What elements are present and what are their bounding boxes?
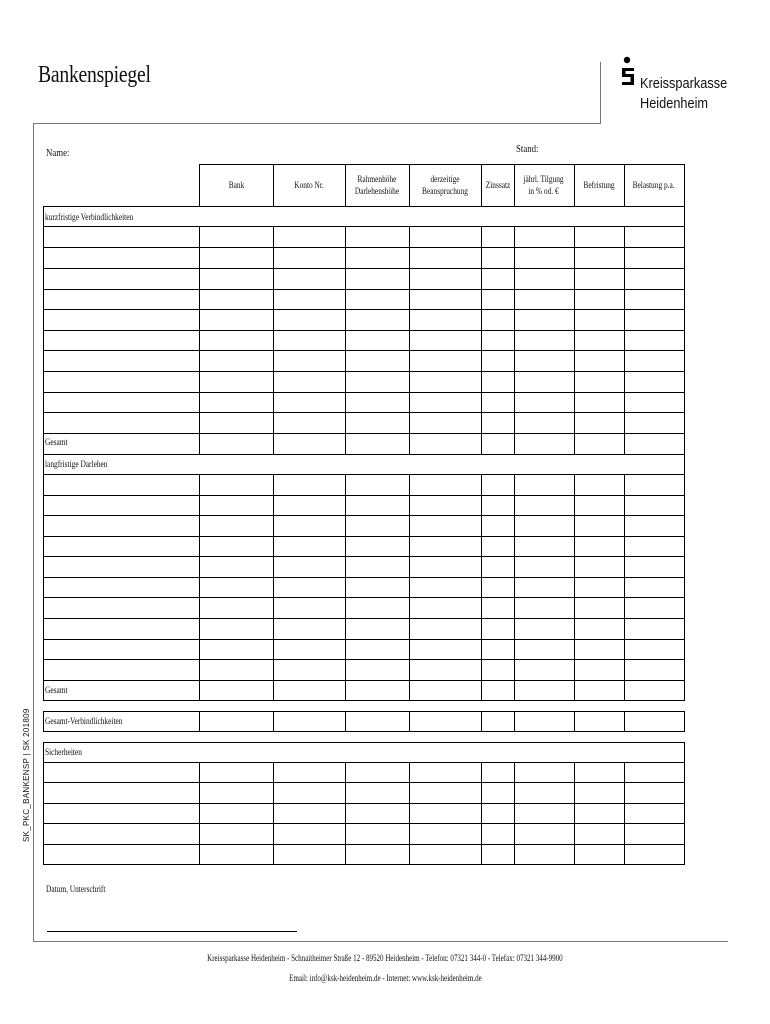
row-rule bbox=[43, 803, 685, 804]
column-header bbox=[574, 164, 624, 206]
cell-column-rule bbox=[624, 711, 625, 732]
row-rule bbox=[43, 577, 685, 578]
table-left-rule bbox=[43, 711, 44, 732]
form-code: SK_PKC_BANKENSP | SK 201809 bbox=[22, 708, 31, 842]
section-long-term: langfristige Darlehen bbox=[45, 459, 108, 469]
cell-column-rule bbox=[514, 226, 515, 455]
cell-column-rule bbox=[199, 474, 200, 701]
section-total-2: Gesamt bbox=[45, 685, 68, 695]
row-rule bbox=[43, 618, 685, 619]
cell-column-rule bbox=[345, 226, 346, 455]
header-column-rule bbox=[273, 164, 274, 207]
cell-column-rule bbox=[514, 762, 515, 865]
column-header bbox=[199, 164, 273, 206]
row-rule bbox=[43, 392, 685, 393]
header-top-rule bbox=[199, 164, 685, 165]
row-rule bbox=[43, 495, 685, 496]
row-rule bbox=[43, 700, 685, 701]
row-rule bbox=[43, 556, 685, 557]
column-header-label: Rahmenhöhe Darlehenshöhe bbox=[354, 174, 400, 196]
footer-address bbox=[0, 953, 770, 963]
cell-column-rule bbox=[409, 711, 410, 732]
cell-column-rule bbox=[481, 762, 482, 865]
name-label: Name: bbox=[46, 147, 70, 159]
cell-column-rule bbox=[574, 762, 575, 865]
cell-column-rule bbox=[574, 226, 575, 455]
cell-column-rule bbox=[345, 762, 346, 865]
column-header-label: Befristung bbox=[583, 180, 615, 190]
row-rule bbox=[43, 823, 685, 824]
table-right-rule bbox=[684, 711, 685, 732]
row-rule bbox=[43, 680, 685, 681]
row-rule bbox=[43, 762, 685, 763]
column-header bbox=[624, 164, 684, 206]
logo-line-1: Kreissparkasse bbox=[640, 75, 728, 92]
column-header-label: jährl. Tilgung in % od. € bbox=[523, 174, 565, 196]
cell-column-rule bbox=[624, 474, 625, 701]
logo-line-2: Heidenheim bbox=[640, 95, 709, 112]
header-column-rule bbox=[684, 164, 685, 207]
cell-column-rule bbox=[514, 711, 515, 732]
cell-column-rule bbox=[624, 762, 625, 865]
row-rule bbox=[43, 731, 685, 732]
sparkasse-s-icon bbox=[620, 56, 636, 90]
header-column-rule bbox=[409, 164, 410, 207]
column-header-label: Bank bbox=[228, 180, 244, 190]
cell-column-rule bbox=[273, 474, 274, 701]
cell-column-rule bbox=[199, 711, 200, 732]
section-total-1: Gesamt bbox=[45, 437, 68, 447]
section-short-term: kurzfristige Verbindlichkeiten bbox=[45, 212, 134, 222]
row-rule bbox=[43, 247, 685, 248]
header-column-rule bbox=[345, 164, 346, 207]
frame-right-line bbox=[600, 62, 601, 124]
cell-column-rule bbox=[481, 474, 482, 701]
cell-column-rule bbox=[624, 226, 625, 455]
header-column-rule bbox=[624, 164, 625, 207]
row-rule bbox=[43, 371, 685, 372]
cell-column-rule bbox=[199, 226, 200, 455]
column-header bbox=[273, 164, 345, 206]
row-rule bbox=[43, 536, 685, 537]
row-rule bbox=[43, 711, 685, 712]
column-header bbox=[514, 164, 574, 206]
header-column-rule bbox=[199, 164, 200, 207]
column-header-label: Zinssatz bbox=[485, 180, 510, 190]
footer-line-2: Email: info@ksk-heidenheim.de - Internet: www.ksk-heidenheim.de bbox=[288, 973, 482, 983]
row-rule bbox=[43, 639, 685, 640]
cell-column-rule bbox=[345, 474, 346, 701]
frame-bottom-line bbox=[33, 941, 728, 942]
signature-label: Datum, Unterschrift bbox=[46, 884, 106, 894]
block-1-top bbox=[43, 206, 685, 207]
row-rule bbox=[43, 782, 685, 783]
header-column-rule bbox=[574, 164, 575, 207]
row-rule bbox=[43, 844, 685, 845]
row-rule bbox=[43, 330, 685, 331]
row-rule bbox=[43, 433, 685, 434]
row-rule bbox=[43, 742, 685, 743]
row-rule bbox=[43, 515, 685, 516]
section-total-liabilities: Gesamt-Verbindlichkeiten bbox=[45, 716, 123, 726]
footer-contact bbox=[0, 973, 770, 983]
section-securities: Sicherheiten bbox=[45, 747, 82, 757]
cell-column-rule bbox=[481, 226, 482, 455]
cell-column-rule bbox=[345, 711, 346, 732]
cell-column-rule bbox=[409, 474, 410, 701]
column-header-label: Belastung p.a. bbox=[632, 180, 676, 190]
footer-line-1: Kreissparkasse Heidenheim - Schnaitheimer Straße 12 - 89520 Heidenheim - Telefon: 07321 344-0 - Telefax: 07321 344-9900 bbox=[207, 953, 563, 963]
header-column-rule bbox=[514, 164, 515, 207]
cell-column-rule bbox=[481, 711, 482, 732]
header-column-rule bbox=[481, 164, 482, 207]
column-header-label: derzeitige Beanspruchung bbox=[422, 174, 468, 196]
signature-line bbox=[47, 931, 297, 932]
cell-column-rule bbox=[409, 226, 410, 455]
column-header bbox=[345, 164, 409, 206]
cell-column-rule bbox=[409, 762, 410, 865]
page-title: Bankenspiegel bbox=[38, 62, 151, 88]
row-rule bbox=[43, 454, 685, 455]
cell-column-rule bbox=[574, 474, 575, 701]
frame-top-line bbox=[33, 123, 601, 124]
cell-column-rule bbox=[273, 711, 274, 732]
row-rule bbox=[43, 309, 685, 310]
cell-column-rule bbox=[273, 762, 274, 865]
cell-column-rule bbox=[273, 226, 274, 455]
cell-column-rule bbox=[199, 762, 200, 865]
row-rule bbox=[43, 864, 685, 865]
row-rule bbox=[43, 597, 685, 598]
column-header-label: Konto Nr. bbox=[294, 180, 324, 190]
row-rule bbox=[43, 474, 685, 475]
row-rule bbox=[43, 226, 685, 227]
row-rule bbox=[43, 412, 685, 413]
column-header bbox=[409, 164, 481, 206]
row-rule bbox=[43, 350, 685, 351]
row-rule bbox=[43, 268, 685, 269]
column-header bbox=[481, 164, 514, 206]
stand-label: Stand: bbox=[516, 143, 539, 155]
cell-column-rule bbox=[514, 474, 515, 701]
cell-column-rule bbox=[574, 711, 575, 732]
frame-left-line bbox=[33, 123, 34, 941]
row-rule bbox=[43, 289, 685, 290]
row-rule bbox=[43, 659, 685, 660]
